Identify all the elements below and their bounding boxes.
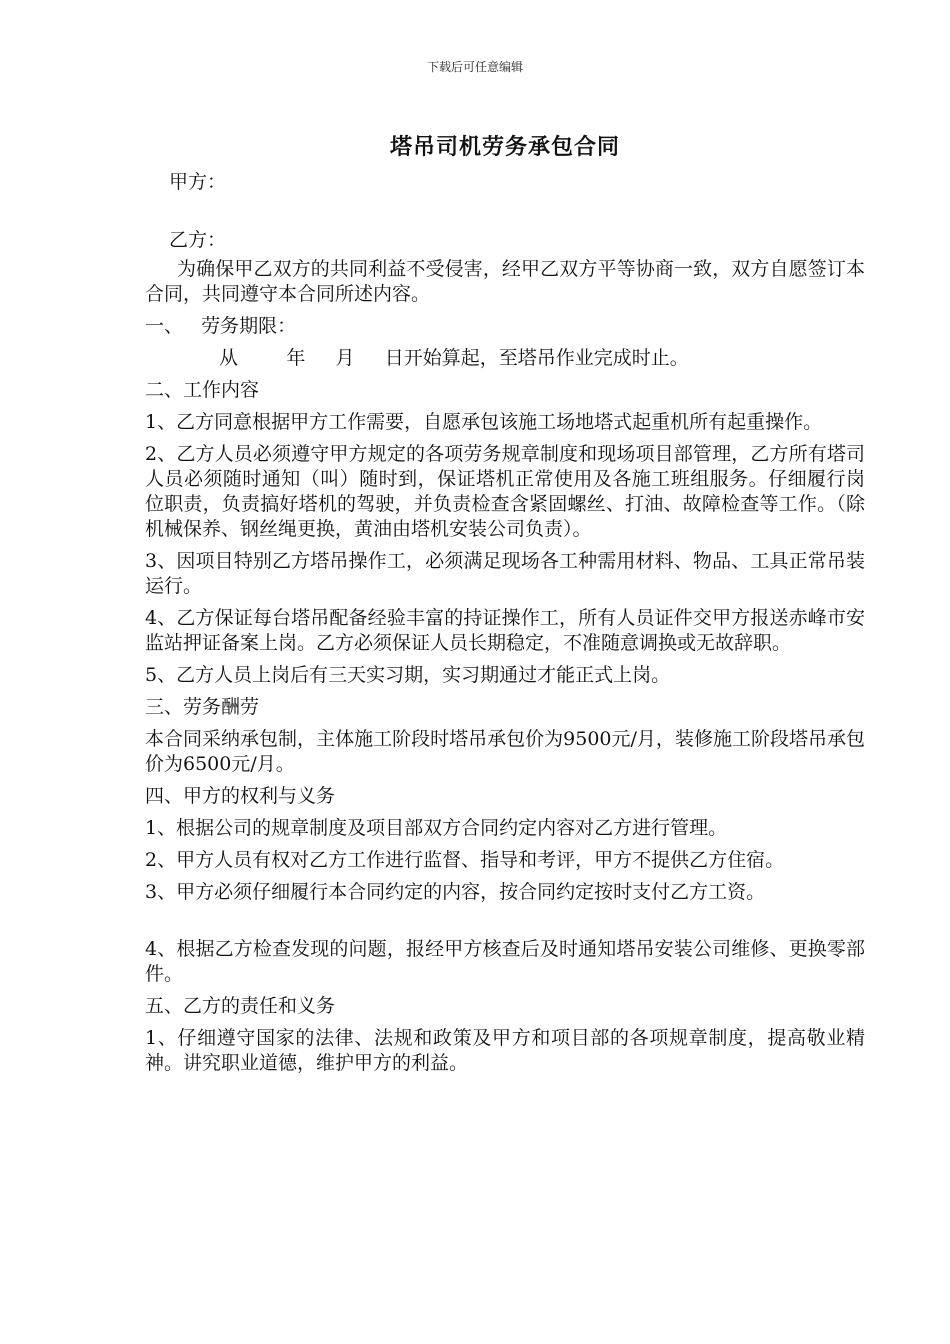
section4-item: 1、根据公司的规章制度及项目部双方合同约定内容对乙方进行管理。 (145, 817, 728, 839)
intro-paragraph: 为确保甲乙双方的共同利益不受侵害，经甲乙双方平等协商一致，双方自愿签订本合同，共同遵守本合同所述内容。 (145, 258, 865, 305)
section2-heading: 二、工作内容 (145, 379, 260, 401)
section4-heading: 四、甲方的权利与义务 (145, 785, 336, 807)
party-b-label: 乙方： (169, 229, 227, 251)
header-note: 下载后可任意编辑 (426, 60, 523, 74)
section5-heading: 五、乙方的责任和义务 (145, 995, 336, 1017)
section1-heading: 一、 劳务期限： (145, 315, 297, 337)
contract-document (145, 130, 865, 1083)
section4-item: 2、甲方人员有权对乙方工作进行监督、指导和考评，甲方不提供乙方住宿。 (145, 849, 785, 871)
section4-item: 4、根据乙方检查发现的问题，报经甲方核查后及时通知塔吊安装公司维修、更换零部件。 (145, 938, 865, 985)
section2-item: 2、乙方人员必须遵守甲方规定的各项劳务规章制度和现场项目部管理，乙方所有塔司人员必须随时通知（叫）随时到，保证塔机正常使用及各施工班组服务。仔细履行岗位职责，负责搞好塔机的驾驶，并负责检查含紧固螺丝、打油、故障检查等工作。（除机械保养、钢丝绳更换，黄油由塔机安装公司负责）。 (145, 443, 865, 540)
section3-text: 本合同采纳承包制，主体施工阶段时塔吊承包价为9500元/月，装修施工阶段塔吊承包价为6500元/月。 (145, 728, 865, 775)
section4-item: 3、甲方必须仔细履行本合同约定的内容，按合同约定按时支付乙方工资。 (145, 881, 766, 903)
term-period-line: 从 年 月 日开始算起，至塔吊作业完成时止。 (219, 347, 689, 369)
section2-item: 3、因项目特别乙方塔吊操作工，必须满足现场各工种需用材料、物品、工具正常吊装运行。 (145, 550, 865, 597)
document-title: 塔吊司机劳务承包合同 (389, 135, 620, 160)
party-a-label: 甲方： (169, 171, 227, 193)
section3-heading: 三、劳务酬劳 (145, 696, 260, 718)
section2-item: 4、乙方保证每台塔吊配备经验丰富的持证操作工，所有人员证件交甲方报送赤峰市安监站押证备案上岗。乙方必须保证人员长期稳定，不准随意调换或无故辞职。 (145, 607, 865, 654)
section2-item: 5、乙方人员上岗后有三天实习期，实习期通过才能正式上岗。 (145, 664, 671, 686)
section2-item: 1、乙方同意根据甲方工作需要，自愿承包该施工场地塔式起重机所有起重操作。 (145, 411, 823, 433)
section5-item: 1、仔细遵守国家的法律、法规和政策及甲方和项目部的各项规章制度，提高敬业精神。讲究职业道德，维护甲方的利益。 (145, 1027, 865, 1074)
